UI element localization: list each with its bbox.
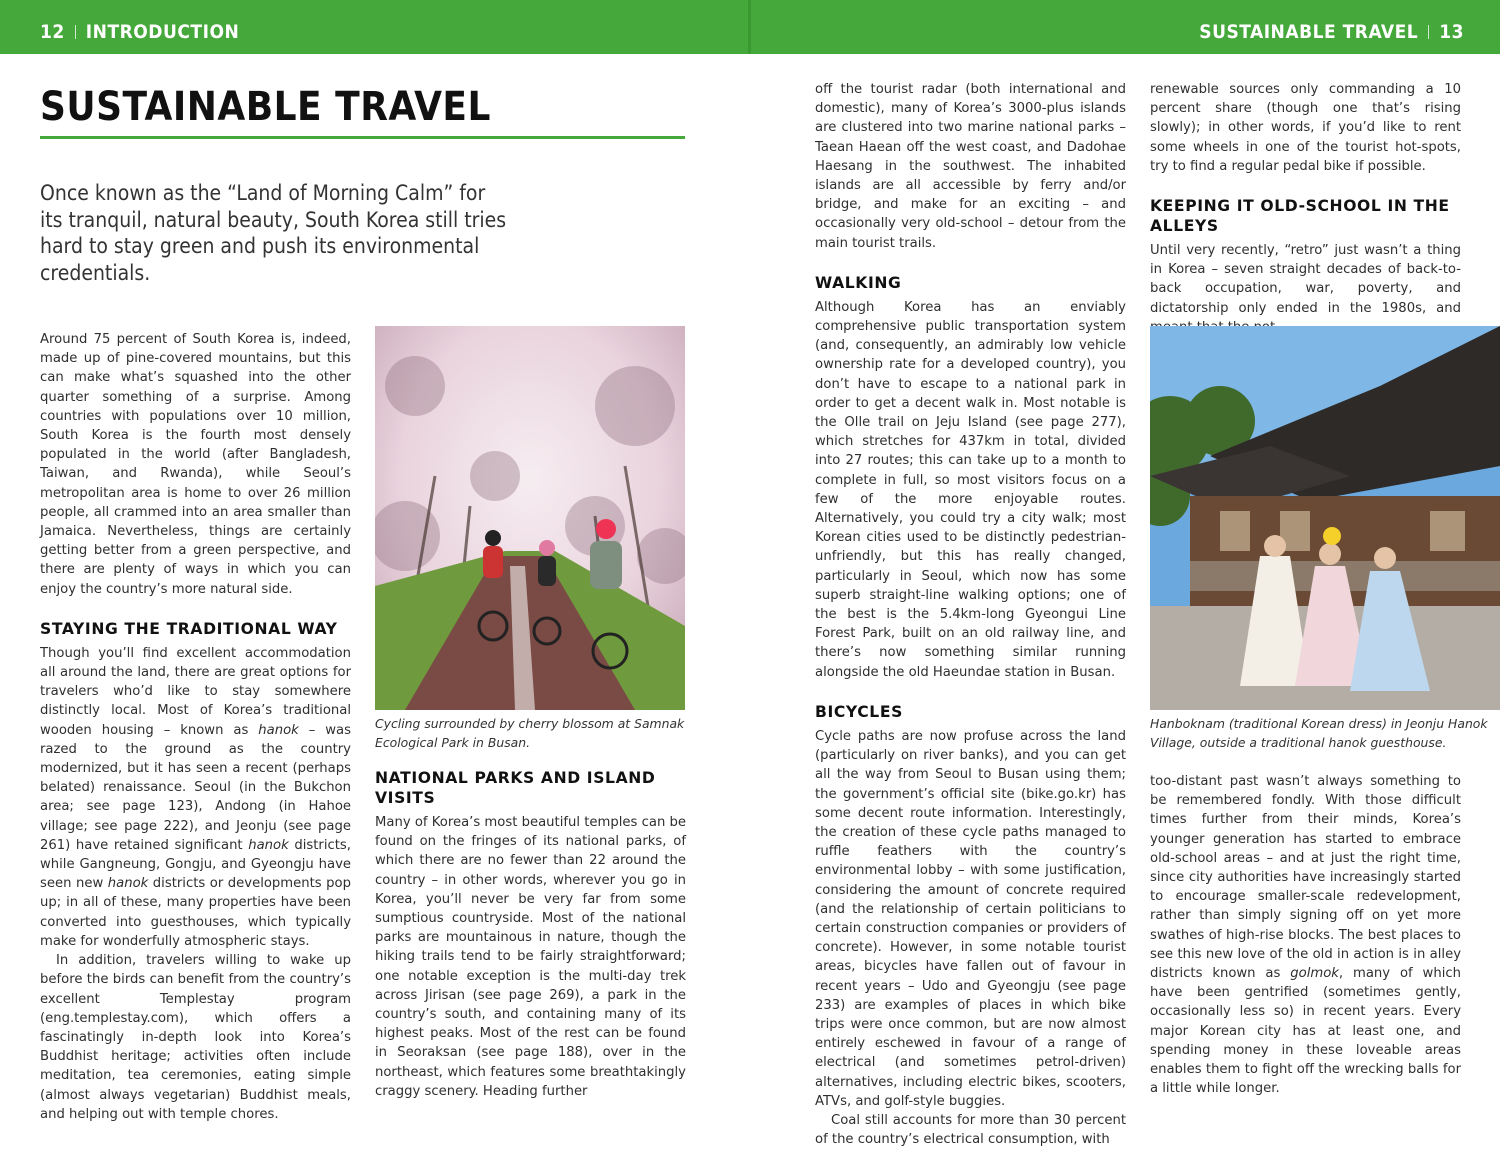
- title-rule: [40, 136, 685, 139]
- paragraph: In addition, travelers willing to wake up before the birds can benefit from the country’s excellent Templestay program (eng.templestay.com), which offers a fascinatingly in-depth look into Korea’s Buddhist heritage; activities often include meditation, tea ceremonies, eating simple (almost always vegetarian) Buddhist meals, and helping out with temple chores.: [40, 953, 351, 1122]
- cherry-blossom-cycling-photo: [375, 326, 685, 710]
- hanbok-village-illustration: [1150, 326, 1500, 710]
- paragraph: Around 75 percent of South Korea is, indeed, made up of pine-covered mountains, but this can make what’s squashed into the other quarter something of a surprise. Among countries with populations over 10 million, South Korea is the fourth most densely populated in the world (after Bangladesh, Taiwan, and Rwanda), while Seoul’s metropolitan area is home to over 26 million people, all crammed into an area smaller than Jamaica. Nevertheless, things are certainly getting better from a green perspective, and there are plenty of ways in which you can enjoy the country’s more natural side.: [40, 332, 351, 597]
- right-page-number: 13: [1439, 21, 1464, 43]
- paragraph: Although Korea has an enviably comprehensive public transportation system (and, consequently, an admirably low vehicle ownership rate for a developed country), you don’t have to escape to a national park in order to get a decent walk in. Most notable is the Olle trail on Jeju Island (see page 277), which stretches for 437km in total, divided into 27 routes; this can take up to a month to complete in full, so most visitors focus on a few of the more enjoyable routes. Alternatively, you could try a city walk; most Korean cities used to be distinctly pedestrian-unfriendly, but this has really changed, particularly in Seoul, which now has some superb straight-line walking options; one of the best is the 5.4km-long Gyeongui Line Forest Park, built on an old railway line, and there’s now something similar running alongside the old Haeundae station in Busan.: [815, 299, 1126, 680]
- paragraph: Until very recently, “retro” just wasn’t a thing in Korea – seven straight decades of back-to-back occupation, war, poverty, and dictatorship only ended in the 1980s, and: [1150, 243, 1461, 316]
- column-1: [40, 330, 351, 1124]
- left-page-number: 12: [40, 21, 65, 43]
- section-heading: NATIONAL PARKS AND ISLAND VISITS: [375, 769, 656, 807]
- header-separator: [1428, 25, 1429, 39]
- column-2: [375, 768, 686, 1101]
- right-section-title: SUSTAINABLE TRAVEL: [1199, 21, 1419, 43]
- section-heading: KEEPING IT OLD-SCHOOL IN THE ALLEYS: [1150, 197, 1450, 236]
- intro-paragraph: Once known as the “Land of Morning Calm” for its tranquil, natural beauty, South Korea still tries hard to stay green and push its environmental credentials.: [40, 181, 507, 285]
- cherry-blossom-cycling-illustration: [375, 326, 685, 710]
- paragraph: Cycle paths are now profuse across the land (particularly on river banks), and you can get all the way from Seoul to Busan using them; the government’s official site (bike.go.kr) has some decent route information. Interestingly, the creation of these cycle paths managed to ruffle feathers with the country’s environmental lobby – with some justification, considering the amount of concrete required (and the relationship of certain politicians to certain construction companies or providers of concrete). However, in some notable tourist areas, bicycles have fallen out of favour in recent years – Udo and Gyeongju (see page 233) are examples of places in which bike trips were once common, but are now almost entirely eschewed in favour of a range of electrical (and sometimes petrol-driven) alternatives, including electric bikes, scooters, ATVs, and golf-style buggies.: [815, 728, 1126, 1109]
- paragraph: off the tourist radar (both international and domestic), many of Korea’s 3000-plus islands are clustered into two marine national parks – Taean Haean off the west coast, and Dadohae Haesang in the southwest. The inhabited islands are all accessible by ferry and/or bridge, and make for an exciting – and occasionally very old-school – detour from the main tourist trails.: [815, 82, 1126, 251]
- left-page-header: [40, 17, 239, 47]
- column-4-top: [1150, 80, 1461, 337]
- header-separator: [75, 25, 76, 39]
- paragraph: Though you’ll find excellent accommodation all around the land, there are great options for travelers who’d like to stay somewhere distinctly local. Most of Korea’s traditional wooden housing – known as hanok – was razed to the ground as the country modernized, but it has seen a recent (perhaps belated) renaissance. Seoul (in the Bukchon area; see page 123), Andong (in Hahoe village; see page 222), and Jeonju (see page 261) have retained significant hanok districts, while Gangneung, Gongju, and Gyeongju have seen new hanok districts or developments pop up; in all of these, many properties have been converted into guesthouses, which typically make for wonderfully atmospheric stays.: [40, 645, 351, 949]
- column-4-bottom: [1150, 772, 1461, 1098]
- paragraph: renewable sources only commanding a 10 percent share (though one that’s rising slowly); in other words, if you’d like to rent some wheels in one of the tourist hot-spots, try to find a regular pedal bike if possible.: [1150, 82, 1461, 174]
- column-3: [815, 80, 1126, 1149]
- section-heading: WALKING: [815, 273, 902, 292]
- page-gutter: [748, 0, 751, 54]
- paragraph: Many of Korea’s most beautiful temples can be found on the fringes of its national parks, of which there are no fewer than 22 around the country – in other words, wherever you go in Korea, you’ll never be very far from some sumptious countryside. Most of the national parks are mountainous in nature, though the hiking trails tend to be fairly straightforward; one notable exception is the multi-day trek across Jirisan (see page 269), a park in the country’s south, and containing many of its highest peaks. Most of the rest can be found in Seoraksan (see page 188), over in the northeast, which features some breathtakingly craggy scenery. Heading further: [375, 815, 686, 1099]
- paragraph: too-distant past wasn’t always something to be remembered fondly. With those difficult times further from their minds, Korea’s younger generation has started to embrace old-school areas – and at just the right time, since city authorities have increasingly started to encourage smaller-scale redevelopment, rather than simply signing off on yet more swathes of high-rise blocks. The best places to see this new love of the old in action is in alley districts known as golmok, many of which have been gentrified (sometimes gently, occasionally less so) in recent years. Every major Korean city has at least one, and spending money in these loveable areas enables them to fight off the wrecking balls for a little while longer.: [1150, 774, 1461, 1097]
- paragraph: Coal still accounts for more than 30 percent of the country’s electrical consumption, with: [815, 1112, 1126, 1148]
- section-heading: BICYCLES: [815, 702, 903, 721]
- right-page-header: [1199, 17, 1464, 47]
- page-title: SUSTAINABLE TRAVEL: [40, 84, 491, 130]
- hanbok-jeonju-photo: [1150, 326, 1500, 710]
- section-heading: STAYING THE TRADITIONAL WAY: [40, 619, 338, 638]
- left-section-title: INTRODUCTION: [85, 21, 240, 43]
- photo-caption: Hanboknam (traditional Korean dress) in Jeonju Hanok Village, outside a traditional hanok guesthouse.: [1150, 716, 1488, 750]
- photo-caption: Cycling surrounded by cherry blossom at Samnak Ecological Park in Busan.: [375, 716, 685, 750]
